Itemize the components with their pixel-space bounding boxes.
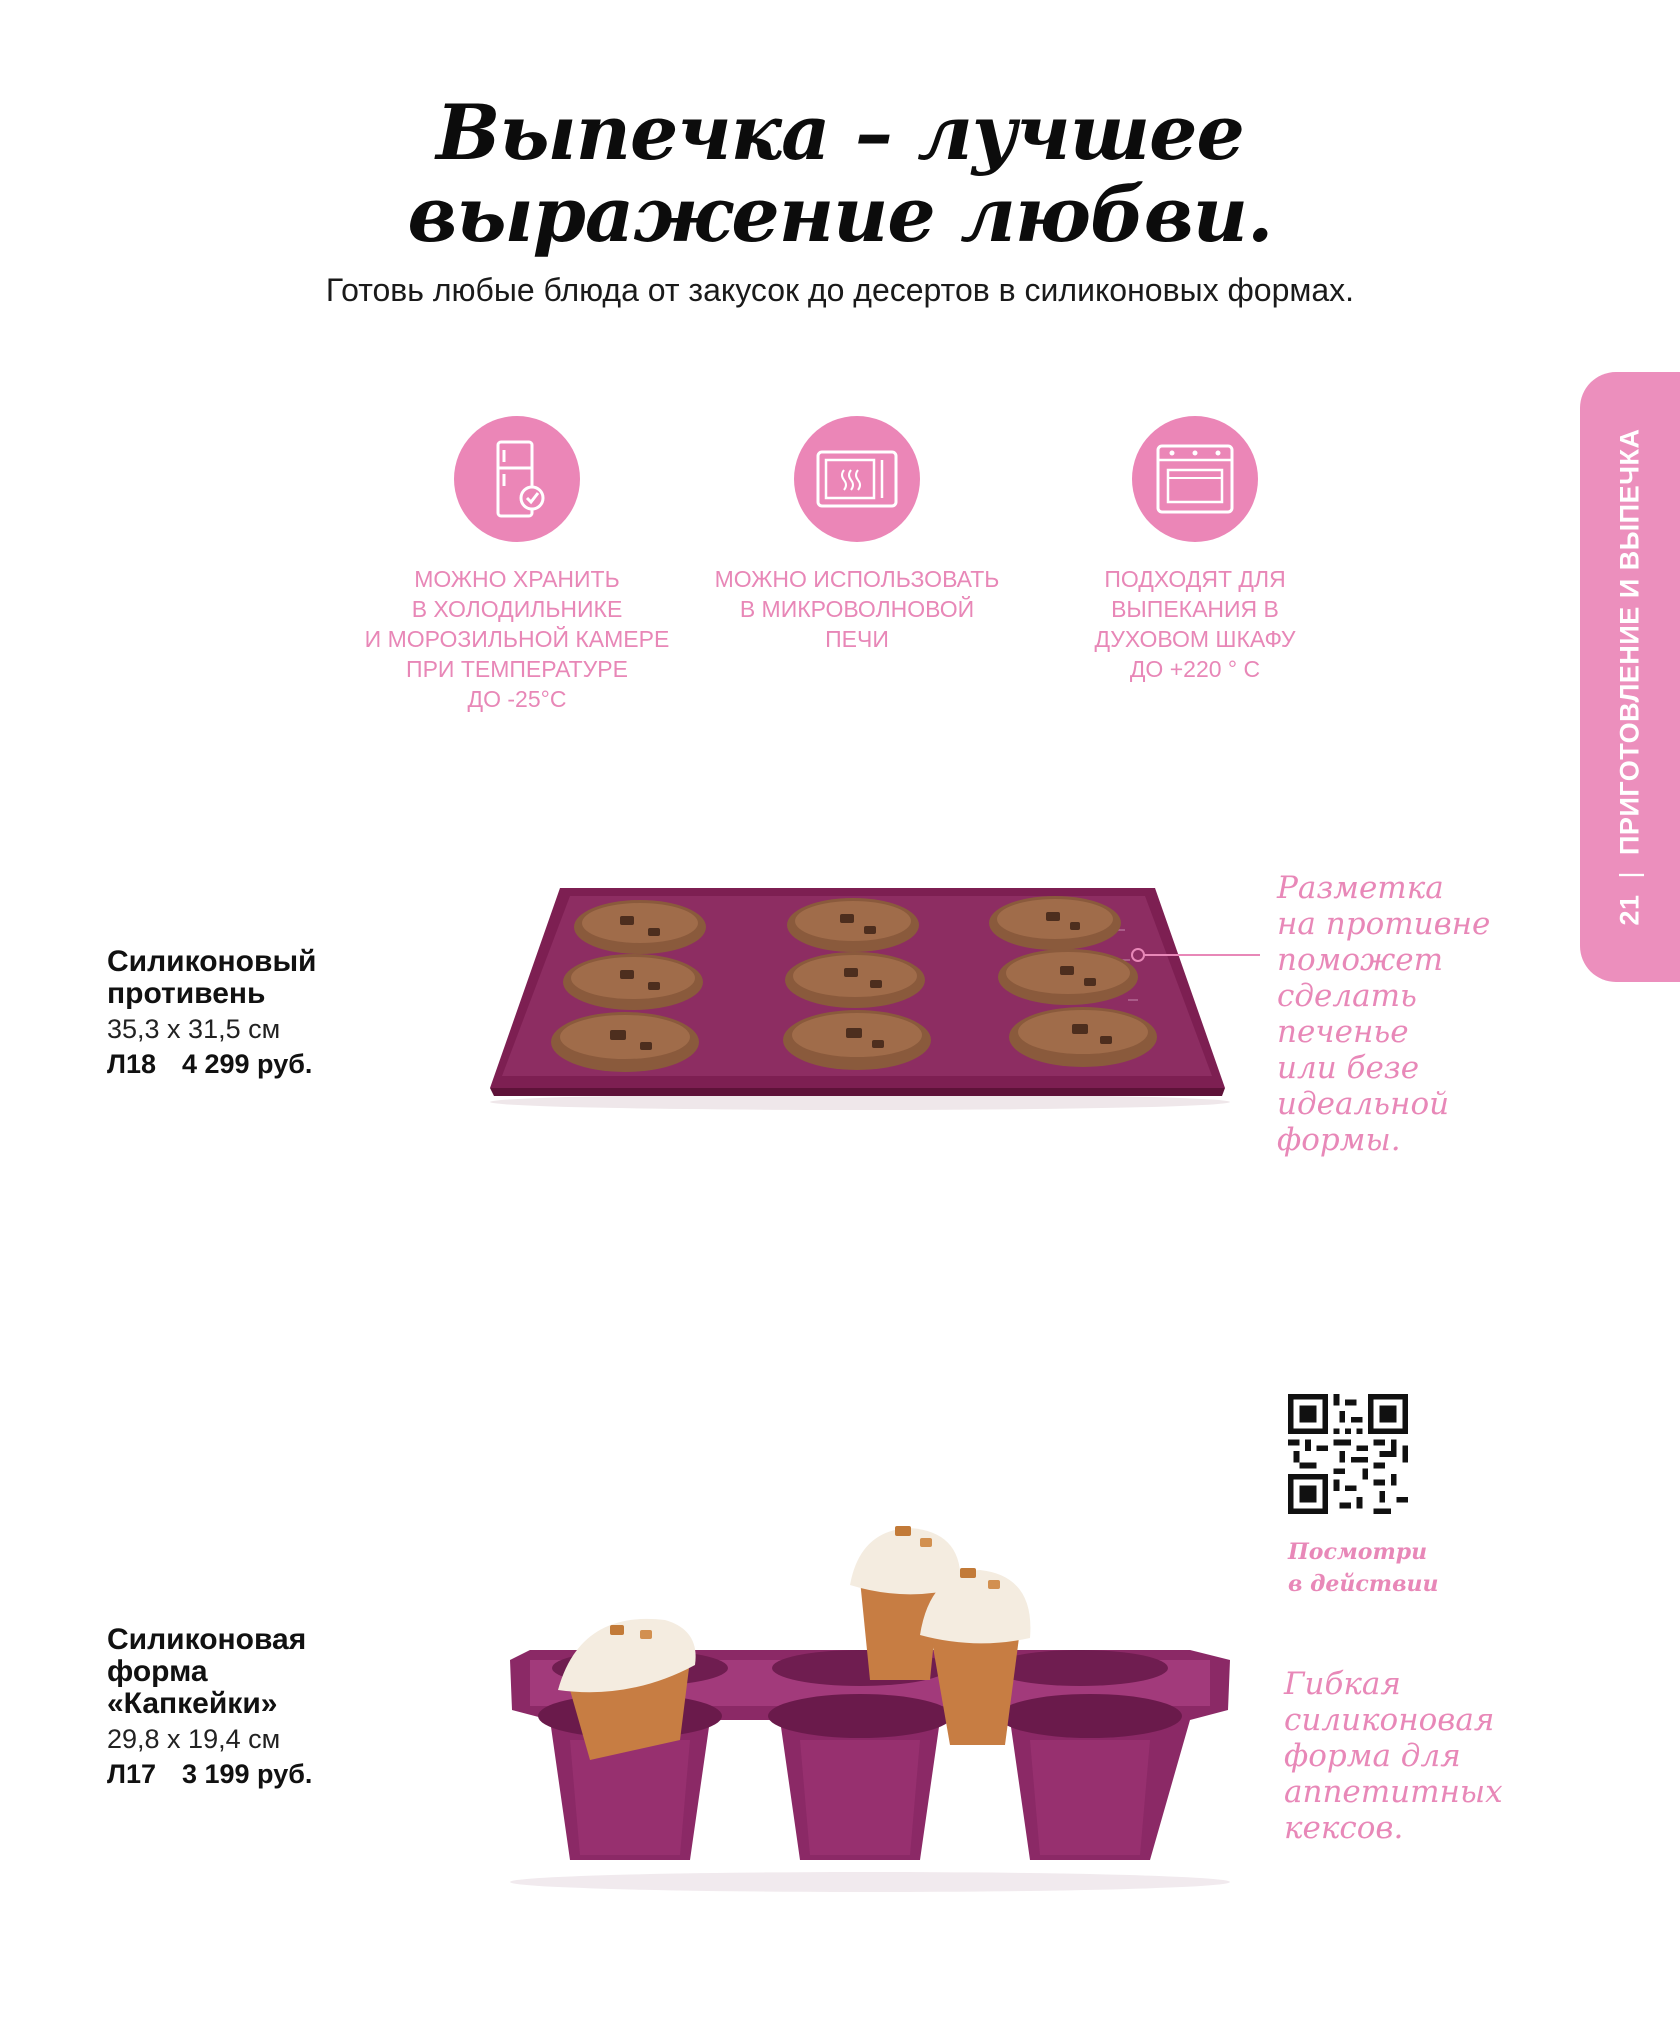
page-title bbox=[0, 88, 1680, 259]
fridge-icon bbox=[454, 416, 580, 542]
product-info-tray bbox=[107, 946, 317, 1080]
microwave-icon bbox=[794, 416, 920, 542]
product-size: 29,8 x 19,4 см bbox=[107, 1724, 281, 1754]
product-name: Силиконовая форма «Капкейки» bbox=[107, 1623, 307, 1720]
title-line-1: Выпечка – лучшее bbox=[436, 88, 1244, 177]
cupcake-mold-image bbox=[490, 1510, 1250, 1900]
section-title: ПРИГОТОВЛЕНИЕ И ВЫПЕЧКА bbox=[1614, 428, 1645, 855]
qr-caption: Посмотри в действии bbox=[1288, 1539, 1439, 1597]
product-price: Л18 4 299 руб. bbox=[107, 1049, 313, 1079]
feature-fridge bbox=[347, 416, 687, 714]
oven-icon bbox=[1132, 416, 1258, 542]
tab-separator: | bbox=[1614, 870, 1645, 879]
feature-caption: МОЖНО ХРАНИТЬ В ХОЛОДИЛЬНИКЕ И МОРОЗИЛЬНОЙ КАМЕРЕ ПРИ ТЕМПЕРАТУРЕ ДО -25°С bbox=[364, 566, 670, 712]
product-price: Л17 3 199 руб. bbox=[107, 1759, 313, 1789]
cookie-row-1 bbox=[574, 896, 1121, 954]
page-subtitle: Готовь любые блюда от закусок до десертов в силиконовых формах. bbox=[325, 272, 1355, 308]
silicone-tray-image bbox=[480, 870, 1240, 1110]
product-name: Силиконовый противень bbox=[107, 945, 317, 1010]
page-number: 21 bbox=[1614, 894, 1645, 926]
feature-microwave bbox=[687, 416, 1027, 654]
cookie-row-3 bbox=[551, 1007, 1157, 1072]
tray-note: Разметка на противне поможет сделать печенье или безе идеальной формы. bbox=[1277, 870, 1491, 1158]
qr-code[interactable] bbox=[1288, 1394, 1408, 1514]
cookie-row-2 bbox=[563, 949, 1138, 1010]
feature-oven bbox=[1025, 416, 1365, 684]
feature-caption: МОЖНО ИСПОЛЬЗОВАТЬ В МИКРОВОЛНОВОЙ ПЕЧИ bbox=[714, 566, 1000, 652]
product-size: 35,3 x 31,5 см bbox=[107, 1014, 281, 1044]
cupcake-note: Гибкая силиконовая форма для аппетитных кексов. bbox=[1284, 1666, 1503, 1846]
callout-line bbox=[1128, 945, 1268, 965]
product-info-cupcake-mold bbox=[107, 1624, 312, 1790]
feature-caption: ПОДХОДЯТ ДЛЯ ВЫПЕКАНИЯ В ДУХОВОМ ШКАФУ ДО +220 ° С bbox=[1094, 566, 1296, 682]
title-line-2: выражение любви. bbox=[407, 170, 1273, 259]
section-tab[interactable] bbox=[1580, 372, 1680, 982]
